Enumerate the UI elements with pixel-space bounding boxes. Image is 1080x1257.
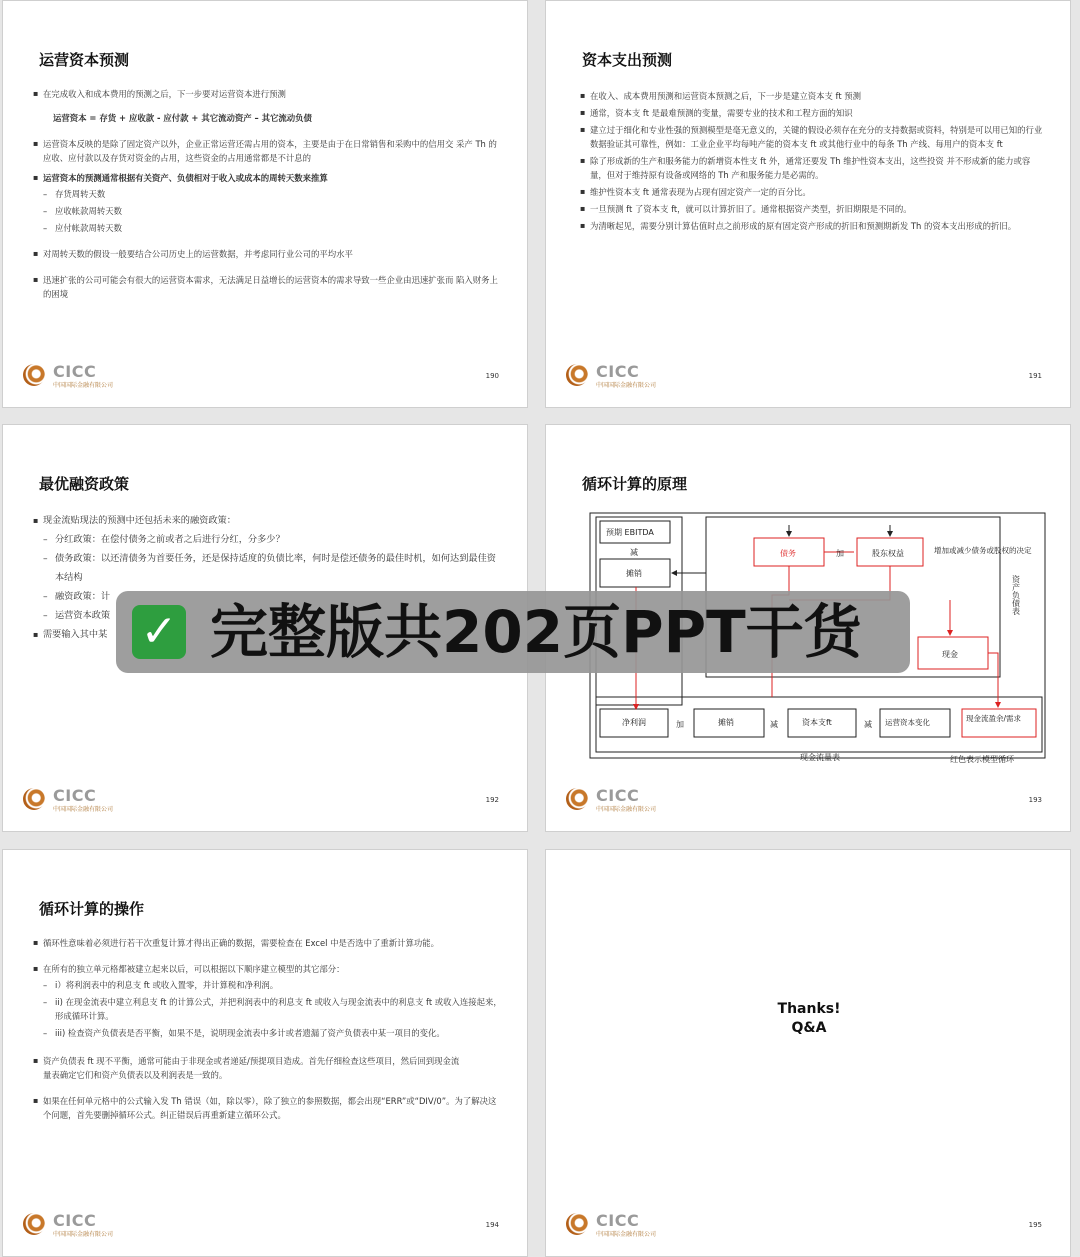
checkmark-icon: ✓ xyxy=(132,605,186,659)
slide-title: 最优融资政策 xyxy=(39,475,130,493)
cicc-logo xyxy=(23,786,163,816)
bullet: ▪ 在完成收入和成本费用的预测之后，下一步要对运营资本进行预测 xyxy=(33,87,503,101)
cicc-logo xyxy=(566,362,706,392)
slide-title: 资本支出预测 xyxy=(582,51,673,69)
logo-subtitle: 中国国际金融有限公司 xyxy=(53,806,114,813)
diagram-label: 减 xyxy=(630,548,638,557)
diagram-label: 运营资本变化 xyxy=(885,718,930,727)
logo-name: CICC xyxy=(53,786,97,805)
bullet: ▪ 资产负债表 ft 现不平衡，通常可能由于非现金或者递延/预提项目造成。首先仔细检查这些项目，然后回到现金流 xyxy=(33,1054,503,1068)
sub-bullet: – 应付帐款周转天数 xyxy=(33,221,503,235)
bullet: ▪ 对周转天数的假设一般要结合公司历史上的运营数据，并考虑同行业公司的平均水平 xyxy=(33,247,503,261)
diagram-label: 资产负债表 xyxy=(1011,575,1021,615)
logo-name: CICC xyxy=(53,362,97,381)
slide-title: 运营资本预测 xyxy=(39,51,130,69)
cicc-logo-icon xyxy=(23,1213,45,1235)
sub-bullet: – 融资政策：计 xyxy=(33,587,503,606)
page-number: 190 xyxy=(485,372,499,380)
thanks-line: Thanks! xyxy=(777,1001,841,1017)
logo-name: CICC xyxy=(596,362,640,381)
sub-bullet: – i）将利润表中的利息支 ft 或收入置零，并计算税和净利润。 xyxy=(33,978,503,992)
logo-subtitle: 中国国际金融有限公司 xyxy=(596,1231,657,1238)
bullet: ▪ 建立过于细化和专业性强的预测模型是毫无意义的，关键的假设必须存在充分的支持数据或资料，特别是可以用已知的行业数据验证其可靠性，例如：工业企业平均每吨产能的资本支 ft 或其他行业中的每条 Th 产线、每用户的资本支 ft xyxy=(580,123,1046,151)
logo-subtitle: 中国国际金融有限公司 xyxy=(596,382,657,389)
logo-subtitle: 中国国际金融有限公司 xyxy=(53,382,114,389)
sub-bullet: – 应收帐款周转天数 xyxy=(33,204,503,218)
sub-bullet: – ii) 在现金流表中建立利息支 ft 的计算公式，并把利润表中的利息支 ft 或收入与现金流表中的利息支 ft 或收入连接起来，形成循环计算。 xyxy=(33,995,503,1023)
bullet: ▪ 维护性资本支 ft 通常表现为占现有固定资产一定的百分比。 xyxy=(580,185,1046,199)
diagram-label: 增加或减少债务或股权的决定 xyxy=(934,546,1032,555)
cicc-logo-icon xyxy=(566,1213,588,1235)
diagram-label: 减 xyxy=(770,720,778,729)
slide-title: 循环计算的原理 xyxy=(582,475,688,493)
thanks-text xyxy=(546,1000,1071,1038)
sub-bullet: – 债务政策：以还清债务为首要任务，还是保持适度的负债比率，何时是偿还债务的最佳时机，如何达到最佳资本结构 xyxy=(33,549,503,587)
diagram-label: 现金流盈余/需求 xyxy=(966,714,1022,723)
cicc-logo xyxy=(566,1211,706,1241)
bullet: ▪ 除了形成新的生产和服务能力的新增资本性支 ft 外，通常还要发 Th 维护性资本支出，这些投资 并不形成新的能力或容量，但对于维持原有设备或网络的 Th 产和服务能力是必需的。 xyxy=(580,154,1046,182)
bullet: ▪ 需要输入其中某 xyxy=(33,625,503,644)
cicc-logo-icon xyxy=(566,788,588,810)
bullet: ▪ 现金流贴现法的预测中还包括未来的融资政策： xyxy=(33,511,503,530)
diagram-label: 减 xyxy=(864,720,872,729)
slide-body xyxy=(580,89,1046,236)
diagram-label: 摊销 xyxy=(718,718,734,727)
bullet: ▪ 运营资本反映的是除了固定资产以外，企业正常运营还需占用的资本，主要是由于在日常销售和采购中的信用交 采产 Th 的应收、应付款以及存货对资金的占用，这些资金的占用通常都是不计息的 xyxy=(33,137,503,165)
logo-subtitle: 中国国际金融有限公司 xyxy=(596,806,657,813)
sub-bullet: – iii) 检查资产负债表是否平衡，如果不是，说明现金流表中多计或者遗漏了资产负债表中某一项目的变化。 xyxy=(33,1026,503,1040)
bullet: ▪ 如果在任何单元格中的公式输入发 Th 错误（如，除以零），除了独立的参照数据，都会出现“ERR”或“DIV/0”。为了解决这个问题，首先要删掉循环公式。纠正错误后再重新建立循环公式。 xyxy=(33,1094,503,1122)
logo-subtitle: 中国国际金融有限公司 xyxy=(53,1231,114,1238)
bullet: ▪ 在所有的独立单元格都被建立起来以后，可以根据以下顺序建立模型的其它部分： xyxy=(33,962,503,976)
slide-191 xyxy=(545,0,1071,408)
sub-bullet: – 运营资本政策 xyxy=(33,606,503,625)
diagram-label: 加 xyxy=(676,720,684,729)
page-number: 193 xyxy=(1028,796,1042,804)
slide-title: 循环计算的操作 xyxy=(39,900,145,918)
cicc-logo xyxy=(23,362,163,392)
slide-195 xyxy=(545,849,1071,1257)
promo-banner xyxy=(116,591,910,673)
sub-bullet: – 分红政策：在偿付债务之前或者之后进行分红，分多少？ xyxy=(33,530,503,549)
diagram-label: 加 xyxy=(836,549,844,558)
logo-name: CICC xyxy=(53,1211,97,1230)
diagram-label: 现金流量表 xyxy=(800,753,840,762)
bullet: ▪ 在收入、成本费用预测和运营资本预测之后，下一步是建立资本支 ft 预测 xyxy=(580,89,1046,103)
diagram-label: 股东权益 xyxy=(872,549,904,558)
diagram-label: 红色表示模型循环 xyxy=(950,755,1014,764)
diagram-label: 摊销 xyxy=(626,569,642,578)
bullet: ▪ 循环性意味着必须进行若干次重复计算才得出正确的数据，需要检查在 Excel 中是否选中了重新计算功能。 xyxy=(33,936,503,950)
slide-190 xyxy=(2,0,528,408)
diagram-label: 净利润 xyxy=(622,718,646,727)
bullet: ▪ 通常，资本支 ft 是最难预测的变量，需要专业的技术和工程方面的知识 xyxy=(580,106,1046,120)
slide-194 xyxy=(2,849,528,1257)
diagram-label: 债务 xyxy=(780,549,796,558)
banner-text: 完整版共202页PPT干货 xyxy=(210,598,862,666)
page-number: 191 xyxy=(1028,372,1042,380)
formula: 运营资本 = 存货 + 应收款 - 应付款 + 其它流动资产 – 其它流动负债 xyxy=(53,113,312,123)
bullet: ▪ 为清晰起见，需要分别计算估值时点之前形成的原有固定资产形成的折旧和预测期新发 Th 的资本支出形成的折旧。 xyxy=(580,219,1046,233)
logo-name: CICC xyxy=(596,786,640,805)
diagram-label: 预期 EBITDA xyxy=(606,528,654,537)
qa-line: Q&A xyxy=(791,1020,827,1036)
bullet: ▪ 迅速扩张的公司可能会有很大的运营资本需求，无法满足日益增长的运营资本的需求导致一些企业由迅速扩张而 陷入财务上的困境 xyxy=(33,273,503,301)
page-number: 194 xyxy=(485,1221,499,1229)
page-number: 195 xyxy=(1028,1221,1042,1229)
cicc-logo-icon xyxy=(23,364,45,386)
slide-body xyxy=(33,936,503,1128)
bullet-continued: 量表确定它们和资产负债表以及利润表是一致的。 xyxy=(43,1070,228,1080)
sub-bullet: – 存货周转天数 xyxy=(33,187,503,201)
slide-body xyxy=(33,87,503,307)
page-number: 192 xyxy=(485,796,499,804)
bullet: ▪ 一旦预测 ft 了资本支 ft，就可以计算折旧了。通常根据资产类型，折旧期限是不同的。 xyxy=(580,202,1046,216)
logo-name: CICC xyxy=(596,1211,640,1230)
diagram-label: 资本支ft xyxy=(802,718,832,727)
cicc-logo-icon xyxy=(566,364,588,386)
loop-arrow xyxy=(988,653,998,707)
diagram-label: 现金 xyxy=(942,650,958,659)
bullet: ▪ 运营资本的预测通常根据有关资产、负债相对于收入或成本的周转天数来推算 xyxy=(33,171,503,185)
cicc-logo xyxy=(566,786,706,816)
cicc-logo xyxy=(23,1211,163,1241)
cicc-logo-icon xyxy=(23,788,45,810)
